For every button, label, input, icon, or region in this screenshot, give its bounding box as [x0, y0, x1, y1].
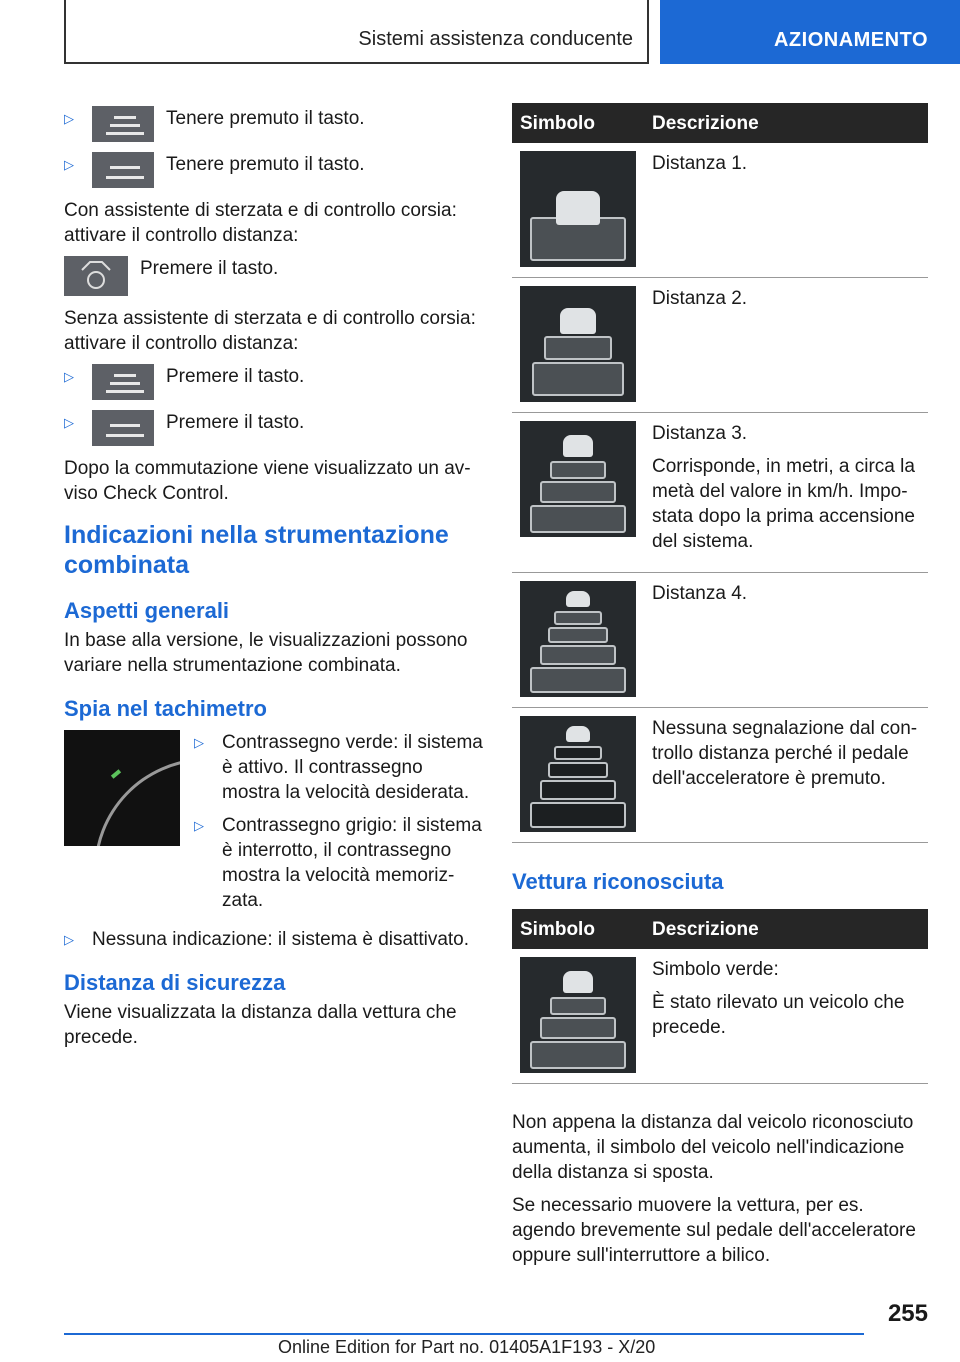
paragraph: Senza assistente di sterzata e di controllo corsia: attivare il controllo distanza:	[64, 308, 476, 354]
table-cell-text: Distanza 3.	[652, 423, 748, 444]
table-row	[512, 708, 928, 843]
list-item: ▷ Contrassegno grigio: il sistema è interrotto, il contrassegno mostra la velocità memorizzata.	[194, 815, 482, 911]
table-cell-text: Nessuna segnalazione dal controllo distanza perché il pedale dell'acceleratore è premuto.	[652, 718, 918, 789]
distance-decrease-button-icon	[92, 152, 154, 188]
table-header-description: Descrizione	[644, 909, 928, 949]
paragraph: Dopo la commutazione viene visualizzato un avviso Check Control.	[64, 458, 471, 504]
list-item: ▷ Contrassegno verde: il sistema è attivo. Il contrassegno mostra la velocità desiderata.	[194, 732, 483, 803]
table-header-symbol: Simbolo	[512, 103, 644, 143]
triangle-bullet-icon: ▷	[194, 818, 204, 833]
detected-vehicle-table	[512, 909, 928, 1084]
paragraph: Se necessario muovere la vettura, per es. agendo brevemente sul pedale dell'acceleratore oppure sull'interruttore a bilico.	[512, 1195, 916, 1266]
subsection-heading: Vettura riconosciuta	[512, 869, 724, 894]
distance-increase-button-icon	[92, 364, 154, 400]
header-section-box	[64, 0, 649, 64]
speedometer-image	[64, 730, 180, 846]
list-item-text: Premere il tasto.	[166, 366, 305, 387]
table-row	[512, 278, 928, 413]
footer-divider	[64, 1333, 864, 1335]
steering-assist-row	[64, 256, 484, 296]
table-cell-text: Distanza 1.	[652, 153, 748, 174]
table-row	[512, 413, 928, 573]
triangle-bullet-icon: ▷	[64, 111, 74, 126]
distance-table	[512, 103, 928, 843]
no-distance-signal-symbol-icon	[520, 716, 636, 832]
paragraph: Non appena la distanza dal veicolo riconosciuto aumenta, il simbolo del veicolo nell'indicazione della distanza si sposta.	[512, 1112, 914, 1183]
list-item	[64, 152, 484, 188]
table-header-symbol: Simbolo	[512, 909, 644, 949]
list-item-text: Tenere premuto il tasto.	[166, 154, 365, 175]
list-item: ▷ Nessuna indicazione: il sistema è disattivato.	[64, 929, 470, 950]
list-item	[64, 364, 484, 400]
distance-1-symbol-icon	[520, 151, 636, 267]
table-row	[512, 573, 928, 708]
triangle-bullet-icon: ▷	[64, 932, 74, 947]
table-cell-text: Corrisponde, in metri, a circa la metà del valore in km/h. Impostata dopo la prima accensione del sistema.	[652, 456, 915, 552]
steering-assist-button-icon	[64, 256, 128, 296]
header-chapter-title: AZIONAMENTO	[773, 29, 928, 51]
section-heading: Indicazioni nella strumentazione combinata	[64, 521, 449, 579]
distance-increase-button-icon	[92, 106, 154, 142]
triangle-bullet-icon: ▷	[64, 157, 74, 172]
distance-decrease-button-icon	[92, 410, 154, 446]
page-number: 255	[887, 1300, 928, 1327]
subsection-heading: Aspetti generali	[64, 598, 230, 623]
list-item-text: Premere il tasto.	[166, 412, 305, 433]
list-item-text: Tenere premuto il tasto.	[166, 108, 365, 129]
table-cell-text: Distanza 4.	[652, 583, 748, 604]
distance-2-symbol-icon	[520, 286, 636, 402]
triangle-bullet-icon: ▷	[194, 735, 204, 750]
table-row	[512, 143, 928, 278]
paragraph: In base alla versione, le visualizzazioni possono variare nella strumentazione combinata.	[64, 630, 468, 676]
distance-4-symbol-icon	[520, 581, 636, 697]
subsection-heading: Distanza di sicurezza	[64, 970, 286, 995]
table-cell-text: Simbolo verde:	[652, 959, 779, 980]
distance-3-symbol-icon	[520, 421, 636, 537]
list-item	[64, 410, 484, 446]
footer-edition: Online Edition for Part no. 01405A1F193 - X/20	[278, 1337, 656, 1357]
table-cell-text: È stato rilevato un veicolo che precede.	[652, 992, 905, 1038]
vehicle-detected-symbol-icon	[520, 957, 636, 1073]
table-row	[512, 949, 928, 1084]
speedometer-block	[64, 730, 484, 921]
table-header-description: Descrizione	[644, 103, 928, 143]
paragraph: Con assistente di sterzata e di controllo corsia: attivare il controllo distanza:	[64, 200, 457, 246]
triangle-bullet-icon: ▷	[64, 415, 74, 430]
paragraph: Premere il tasto.	[140, 258, 279, 279]
subsection-heading: Spia nel tachimetro	[64, 696, 267, 721]
table-cell-text: Distanza 2.	[652, 288, 748, 309]
triangle-bullet-icon: ▷	[64, 369, 74, 384]
right-column	[512, 103, 928, 1276]
header-section-title: Sistemi assistenza conducente	[358, 28, 633, 50]
paragraph: Viene visualizzata la distanza dalla vettura che precede.	[64, 1002, 457, 1048]
left-column	[64, 100, 484, 1058]
header-chapter-tab	[660, 0, 960, 64]
list-item	[64, 106, 484, 142]
